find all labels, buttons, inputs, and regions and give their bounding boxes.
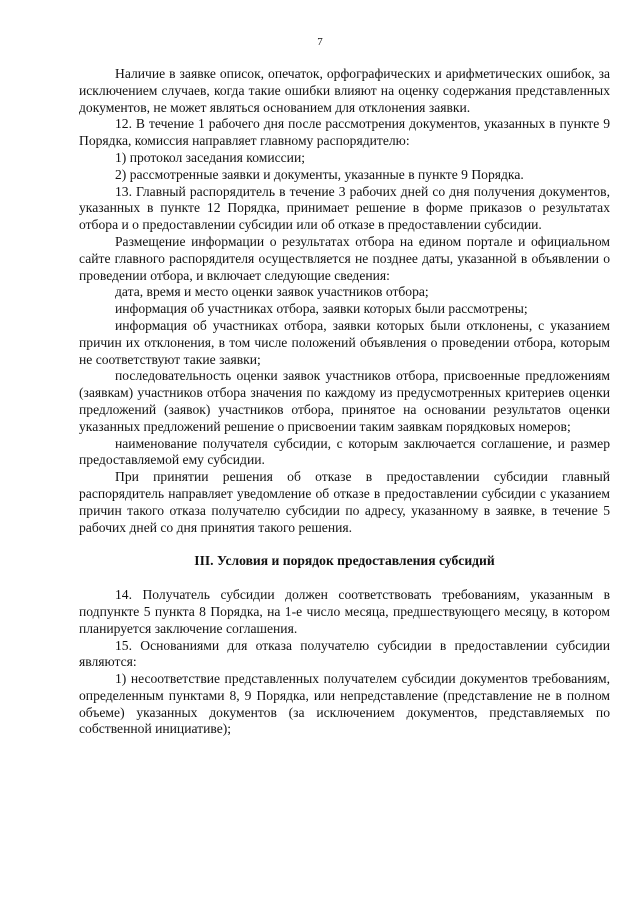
- list-item: 2) рассмотренные заявки и документы, указанные в пункте 9 Порядка.: [115, 166, 524, 182]
- paragraph: Наличие в заявке описок, опечаток, орфографических и арифметических ошибок, за исключением случаев, когда такие ошибки влияют на оценку содержания представленных документов, не может являться основанием для отклонения заявки.: [79, 66, 610, 115]
- list-item: наименование получателя субсидии, с которым заключается соглашение, и размер предоставляемой ему субсидии.: [79, 435, 610, 468]
- paragraph: Размещение информации о результатах отбора на едином портале и официальном сайте главного распорядителя осуществляется не позднее даты, указанной в объявлении о проведении отбора, и включает следующие сведения:: [79, 233, 610, 283]
- list-item: последовательность оценки заявок участников отбора, присвоенные предложениям (заявкам) участников отбора значения по каждому из предусмотренных критериев оценки предложений (заявок) участников отбора, принятое на основании результатов оценки указанных предложений решение о присвоении таким заявкам порядковых номеров;: [79, 368, 610, 434]
- section-heading: III. Условия и порядок предоставления субсидий: [194, 553, 495, 569]
- list-item: 1) протокол заседания комиссии;: [115, 149, 306, 165]
- list-item: дата, время и место оценки заявок участников отбора;: [115, 284, 429, 300]
- document-body: [79, 66, 610, 738]
- paragraph: 13. Главный распорядитель в течение 3 рабочих дней со дня получения документов, указанных в пункте 12 Порядка, принимает решение в форме приказов о результатах отбора и о предоставлении субсидии или об отказе в предоставлении субсидии.: [79, 183, 610, 233]
- paragraph: 14. Получатель субсидии должен соответствовать требованиям, указанным в подпункте 5 пункта 8 Порядка, на 1-е число месяца, предшествующего месяцу, в котором планируется заключение соглашения.: [79, 587, 610, 636]
- paragraph: При принятии решения об отказе в предоставлении субсидии главный распорядитель направляет уведомление об отказе в предоставлении субсидии с указанием причин такого отказа получателю субсидии по адресу, указанному в заявке, в течение 5 рабочих дней со дня принятия такого решения.: [79, 469, 610, 535]
- paragraph: 15. Основаниями для отказа получателю субсидии в предоставлении субсидии являются:: [79, 637, 610, 670]
- list-item: 1) несоответствие представленных получателем субсидии документов требованиям, определенным пунктами 8, 9 Порядка, или непредставление (представление не в полном объеме) указанных документов (за исключением документов, представляемых по собственной инициативе);: [79, 671, 610, 737]
- paragraph: 12. В течение 1 рабочего дня после рассмотрения документов, указанных в пункте 9 Порядка, комиссия направляет главному распорядителю:: [79, 116, 610, 149]
- list-item: информация об участниках отбора, заявки которых были отклонены, с указанием причин их отклонения, в том числе положений объявления о проведении отбора, которым не соответствуют такие заявки;: [79, 317, 610, 367]
- list-item: информация об участниках отбора, заявки которых были рассмотрены;: [115, 301, 528, 317]
- page-number: 7: [317, 36, 323, 48]
